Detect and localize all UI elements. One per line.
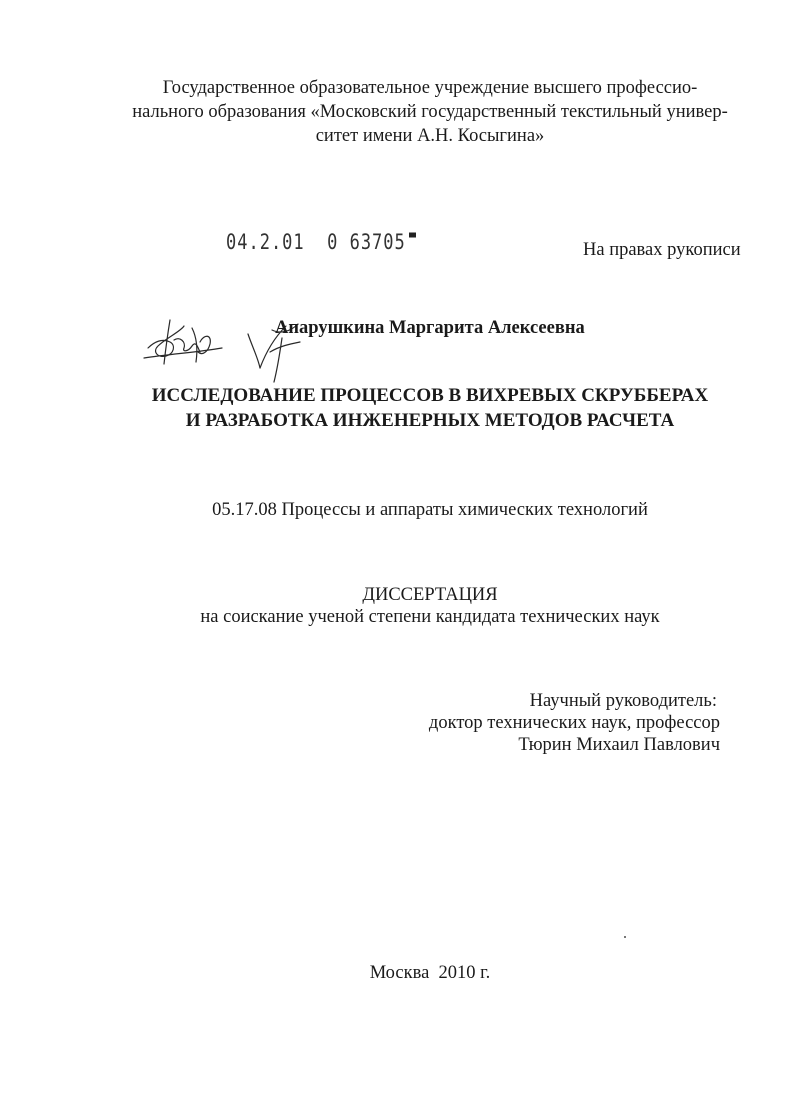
document-type xyxy=(100,584,760,628)
author-name: Апарушкина Маргарита Алексеевна xyxy=(275,318,585,338)
institution-name xyxy=(110,76,750,148)
title-line-1: ИССЛЕДОВАНИЕ ПРОЦЕССОВ В ВИХРЕВЫХ СКРУББЕРАХ xyxy=(151,385,709,406)
registration-stamp-number xyxy=(226,230,416,255)
city-year: Москва 2010 г. xyxy=(369,963,491,983)
registration-number-text: 04.2.01 0 63705 xyxy=(226,230,406,255)
institution-line-1: Государственное образовательное учреждение высшего профессио- xyxy=(162,78,698,98)
scientific-supervisor xyxy=(429,690,720,756)
supervisor-label: Научный руководитель: xyxy=(529,691,717,711)
specialty-code: 05.17.08 Процессы и аппараты химических технологий xyxy=(212,500,648,520)
supervisor-name: Тюрин Михаил Павлович xyxy=(518,735,720,755)
dissertation-title xyxy=(100,383,760,433)
rights-note: На правах рукописи xyxy=(583,240,741,260)
institution-line-3: ситет имени А.Н. Косыгина» xyxy=(315,126,545,146)
document-type-heading: ДИССЕРТАЦИЯ xyxy=(362,585,498,605)
institution-line-2: нального образования «Московский государственный текстильный универ- xyxy=(132,102,728,122)
scan-speck xyxy=(624,936,626,938)
supervisor-degree: доктор технических наук, профессор xyxy=(428,713,720,733)
stamp-mark-icon xyxy=(409,233,416,238)
title-line-2: И РАЗРАБОТКА ИНЖЕНЕРНЫХ МЕТОДОВ РАСЧЕТА xyxy=(185,410,675,431)
document-type-subheading: на соискание ученой степени кандидата технических наук xyxy=(200,607,660,627)
